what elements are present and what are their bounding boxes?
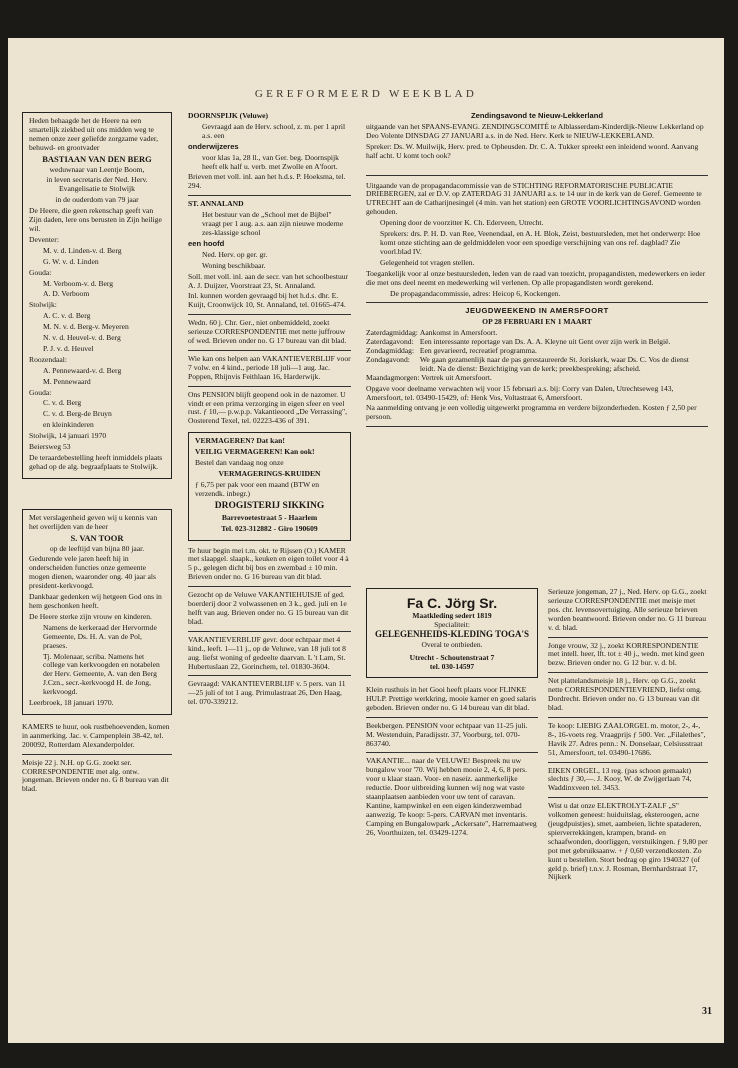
ad-title: Zendingsavond te Nieuw-Lekkerland — [470, 112, 604, 120]
ad-vakantieverblijf-gevr: VAKANTIEVERBLIJF gevr. door echtpaar met 4 kind., leeft. 1—11 j., op de Veluwe, van 18 juli tot 8 aug. liefst woning of gedeelte daarvan. L 't Lam, St. Hubertuslaan 22, Gorinchem, tel. 01830-3604. — [188, 634, 346, 671]
obituary-text: Gedurende vele jaren heeft hij in onderscheiden functies onze gemeente mogen dienen, waaronder ong. 40 jaar als president-kerkvoogd. — [29, 554, 156, 591]
ad-text: Spreker: Ds. W. Muilwijk, Herv. pred. te Opheusden. Dr. C. A. Tukker spreekt een inleidend woord. Aanvang half acht. U komt toch ook? — [366, 141, 699, 160]
ad-phone: Tel. 023-312882 - Giro 190609 — [221, 523, 318, 533]
ad-pension: Ons PENSION blijft geopend ook in de nazomer. U vindt er een prima verzorging in eigen sfeer en veel rust. ƒ 10,— p.w.p.p. Vakantieoord „De Verrassing", Oosterend Texel, tel. 02223-436 of 391. — [188, 389, 348, 426]
page-number: 31 — [702, 1006, 712, 1017]
obituary-text: De Heere, die geen rekenschap geeft van Zijn daden, lere ons berusten in Zijn heilige wil. — [29, 206, 162, 233]
obituary-signature: Namens de kerkeraad der Hervormde Gemeente, Ds. H. A. van de Pol, praeses. — [43, 622, 157, 650]
divider — [188, 195, 351, 196]
family-member: P. J. v. d. Heuvel — [43, 343, 94, 353]
obituary-text: De Heere sterke zijn vrouw en kinderen. — [29, 611, 152, 621]
ad-title: onderwijzeres — [188, 141, 239, 151]
ad-text: Inl. kunnen worden gevraagd bij het h.d.s. dhr. E. Kuijt, Croonwijck 10, St. Annaland, tel. 01665-474. — [188, 291, 346, 310]
ad-address: Utrecht - Schoutenstraat 7 — [409, 653, 495, 662]
ad-correspondentie: Meisje 22 j. N.H. op G.G. zoekt ser. CORRESPONDENTIE met alg. ontw. jongeman. Brieven onder no. G 8 bureau van dit blad. — [22, 757, 169, 794]
ad-text: Gelegenheid tot vragen stellen. — [380, 257, 475, 267]
program-activity: Een gevarieerd, recreatief programma. — [419, 346, 537, 356]
obituary-date: Leerbroek, 18 januari 1970. — [29, 698, 114, 708]
program-table — [366, 329, 708, 374]
ad-title: JEUGDWEEKEND IN AMERSFOORT — [465, 306, 609, 316]
ad-text: VEILIG VERMAGEREN! Kan ook! — [195, 447, 315, 457]
obituary-van-den-berg — [22, 112, 172, 479]
ad-text: De propagandacommissie, adres: Heicop 6, Kockengen. — [390, 288, 561, 298]
divider — [188, 386, 351, 387]
ad-rijssen: Te huur begin mei t.m. okt. te Rijssen (O.) KAMER met slaapgel. slaapk., keuken en eigen toilet voor 4 à 5 p., gelegen dicht bij bos en zwembad ± 10 min. Brieven onder no. G 16 bureau van dit blad. — [188, 545, 349, 582]
ad-text: Bestel dan vandaag nog onze — [195, 458, 284, 468]
divider — [188, 314, 351, 315]
column-middle — [188, 112, 351, 1043]
family-list — [29, 236, 165, 430]
divider — [548, 637, 708, 638]
ad-rusthuis: Klein rusthuis in het Gooi heeft plaats voor FLINKE HULP. Prettige werkkring, mooie kamer en goed salaris geboden. Brieven onder no. G 14 bureau van dit blad. — [366, 685, 537, 712]
family-member: G. W. v. d. Linden — [43, 256, 99, 266]
divider — [188, 675, 351, 676]
program-activity: Aankomst in Amersfoort. — [419, 328, 498, 338]
ad-text: Opening door de voorzitter K. Ch. Ederveen, Utrecht. — [380, 218, 544, 228]
program-time: Zaterdagavond: — [366, 337, 414, 347]
ad-text: voor klas 1a, 28 ll., van Ger. beg. Doornspijk heeft elk half u. verb. met Zwolle en A'foort. — [202, 152, 339, 171]
ad-text: Maatkleding sedert 1819 — [412, 611, 492, 620]
column-right-b — [548, 588, 708, 1028]
column-left — [22, 112, 172, 1043]
column-right-a — [366, 588, 538, 1043]
ad-veluwe: Gezocht op de Veluwe VAKANTIEHUISJE of ged. boerderij door 2 volwassenen en 3 k., ged. juli en 1e helft van aug. Brieven onder no. G 15 bureau van dit blad. — [188, 590, 349, 626]
divider — [188, 586, 351, 587]
ad-text: Sprekers: drs. P. H. D. van Ree, Veenendaal, en A. H. Blok, Zeist, bestuursleden, met het onderwerp: Hoe komt onze stichting aan de geldmiddelen voor een spoedige verschijning van ons ref. dagblad? Zie voorl.blad IV. — [380, 229, 701, 256]
newspaper-page — [8, 38, 724, 1043]
ad-annaland — [188, 200, 351, 310]
obituary-van-toor — [22, 509, 172, 715]
divider — [548, 717, 708, 718]
small-ad: Net plattelandsmeisje 18 j., Herv. op G.G., zoekt nette CORRESPONDENTIEVRIEND, liefst omg. Dordrecht. Brieven onder no. G 13 bureau van dit blad. — [548, 676, 702, 712]
family-member: M. Verboom-v. d. Berg — [43, 278, 114, 288]
program-activity: We gaan gezamenlijk naar de pas gerestaureerde St. Joriskerk, waar Ds. C. Vos de dienst leidt. Na de dienst: Bezichtiging van de kerk; preekbespreking; afscheid. — [419, 354, 689, 373]
family-member: M. v. d. Linden-v. d. Berg — [43, 245, 122, 255]
obituary-intro: Met verslagenheid geven wij u kennis van het overlijden van de heer — [29, 512, 158, 531]
ad-address: Barrevoetestraat 5 - Haarlem — [221, 512, 318, 522]
ad-text: Het bestuur van de „School met de Bijbel" vraagt per 1 aug. a.s. aan zijn nieuwe moderne zes-klassige school — [202, 210, 344, 237]
ad-text: Specialiteit: — [434, 620, 470, 629]
ad-shop-name: DROGISTERIJ SIKKING — [214, 500, 325, 511]
ad-text: Woning beschikbaar. — [202, 260, 266, 270]
ad-beekbergen: Beekbergen. PENSION voor echtpaar van 11-25 juli. M. Westenduin, Paradijsstr. 37, Voorburg, tel. 070-863740. — [366, 720, 528, 748]
program-time: Zondagmiddag: — [366, 346, 415, 356]
ad-text: Uitgaande van de propagandacommissie van de STICHTING REFORMATORISCHE PUBLICATIE DRIEBERGEN, zal er D.V. op ZATERDAG 31 JANUARI a.s. te 14 uur in de kerk van de Geref. Gemeente te UTRECHT aan de Catharijnesingel (4 min. van het station) een GROTE VOORLICHTINGSAVOND worden gehouden. — [366, 180, 702, 217]
small-ad: Jonge vrouw, 32 j., zoekt KORRESPONDENTIE met intell. heer, lft. tot ± 40 j., wedn. met kind geen bezw. Brieven onder no. G 12 bur. v. d. bl. — [548, 640, 705, 668]
ad-text: uitgaande van het SPAANS-EVANG. ZENDINGSCOMITÉ te Alblasserdam-Kinderdijk-Nieuw Lekkerland op Deo Volente DINSDAG 27 JANUARI a.s. in de Ned. Herv. Kerk te NIEUW-LEKKERLAND. — [366, 121, 704, 140]
obituary-burial: De teraardebestelling heeft inmiddels plaats gehad op de alg. begraafplaats te Stolwijk. — [29, 453, 163, 471]
divider — [366, 175, 708, 176]
ad-vakantieverblijf-gevr: Gevraagd: VAKANTIEVERBLIJF v. 5 pers. van 11—25 juli of tot 1 aug. Primulastraat 26, Den Haag, tel. 070-339212. — [188, 679, 346, 707]
program-time: Zaterdagmiddag: — [366, 328, 418, 338]
divider — [548, 672, 708, 673]
ad-wedn: Wedn. 60 j. Chr. Ger., niet onbemiddeld, zoekt serieuze CORRESPONDENTIE met nette juffrouw of wed. Brieven onder no. G 17 bureau van dit blad. — [188, 318, 347, 346]
small-ad: Te koop: LIEBIG ZAALORGEL m. motor, 2-, 4-, 8-, 16-voets reg. Vraagprijs ƒ 500. Ver. „Filalethes", Havik 27. Adres penn.: N. Donselaar, Celsiusstraat 51, Amersfoort, tel. 03490-17686. — [548, 720, 706, 757]
obituary-address: Beiersweg 53 — [29, 442, 71, 452]
ad-text: Na aanmelding ontvang je een volledig uitgewerkt programma en verdere bijzonderheden. Kosten ƒ 2,50 per persoon. — [366, 403, 697, 422]
column-right-top — [366, 112, 708, 582]
ad-text: GELEGENHEIDS-KLEDING TOGA'S — [375, 629, 529, 639]
obituary-text: Dankbaar gedenken wij hetgeen God ons in hem geschonken heeft. — [29, 592, 162, 610]
ad-text: Ned. Herv. op ger. gr. — [202, 249, 268, 259]
ad-shop-name: Fa C. Jörg Sr. — [406, 595, 498, 611]
page-header: GEREFORMEERD WEEKBLAD — [254, 88, 478, 100]
family-place: Deventer: — [29, 234, 59, 244]
family-place: Gouda: — [29, 387, 52, 397]
program-row — [366, 356, 708, 374]
ad-zendingsavond — [366, 112, 708, 161]
ad-camping: VAKANTIE... naar de VELUWE! Bespreek nu uw bungalow voor '70. Wij hebben mooie 2, 4, 6, 8 pers. voor u klaar staan. Voor- en naseiz. aanmerkelijke reductie. Door uitbreiding kunnen wij nog wat vaste staanplaatsen aanbieden voor uw tent of caravan. Kantine, kampwinkel en een eigen kinderzwembad aanwezig. Te koop: 5-pers. CARVAN met inventaris. Camping en Bungalowpark „Ackersate", Harremaatweg 26, Voorthuizen, tel. 03429-1274. — [366, 756, 537, 837]
family-member: A. Pennewaard-v. d. Berg — [43, 365, 122, 375]
small-ads — [548, 588, 708, 882]
family-member: M. N. v. d. Berg-v. Meyeren — [43, 322, 129, 332]
family-member: en kleinkinderen — [43, 420, 94, 430]
small-ad: Serieuze jongeman, 27 j., Ned. Herv. op G.G., zoekt serieuze CORRESPONDENTIE met meisje met pos. chr. levensovertuiging. Alle serieuze brieven worden beantwoord. Brieven onder no. G 11 bureau v. d. blad. — [548, 588, 707, 632]
ad-vakantieverblijf: Wie kan ons helpen aan VAKANTIEVERBLIJF voor 7 volw. en 4 kind., periode 18 juli—1 aug. Jac. Poppen, Rhijnvis Feithlaan 16, Harderwijk. — [188, 353, 351, 381]
program-time: Zondagavond: — [366, 354, 410, 364]
ad-text: Maandagmorgen: Vertrek uit Amersfoort. — [366, 372, 492, 382]
ad-doornspijk — [188, 112, 351, 191]
small-ad: EIKEN ORGEL, 13 reg. (pas schoon gemaakt) slechts ƒ 30,—. J. Kooy, W. de Zwijgerlaan 74, Waddinxveen tel. 3453. — [548, 765, 692, 793]
divider — [188, 631, 351, 632]
divider — [22, 754, 172, 755]
ad-text: Toegankelijk voor al onze bestuursleden, leden van de raad van toezicht, propagandisten, medewerkers en ieder die met ons deel neemt en medewerking wil verlenen. Op alle propagandisten wordt gerekend. — [366, 268, 706, 287]
obituary-date: Stolwijk, 14 januari 1970 — [29, 431, 107, 441]
obituary-intro: Heden behaagde het de Heere na een smartelijk ziekbed uit ons midden weg te nemen onze zeer geliefde zorgzame vader, behuwd- en grootvader — [29, 116, 158, 152]
divider — [366, 717, 538, 718]
program-activity: Een interessante reportage van Ds. A. A. Kleyne uit Gent over zijn werk in België. — [419, 337, 671, 347]
family-member: A. C. v. d. Berg — [43, 311, 91, 321]
ad-heading: ST. ANNALAND — [188, 199, 244, 209]
family-place: Roozendaal: — [29, 354, 67, 364]
ad-text: ƒ 6,75 per pak voor een maand (BTW en verzendk. inbegr.) — [195, 479, 320, 498]
divider — [366, 752, 538, 753]
obituary-age: in de ouderdom van 79 jaar — [55, 195, 139, 205]
ad-phone: tel. 030-14597 — [429, 662, 475, 671]
divider — [548, 797, 708, 798]
obituary-name: BASTIAAN VAN DEN BERG — [42, 153, 152, 164]
ad-reformatorische-publicatie — [366, 182, 708, 299]
divider — [548, 762, 708, 763]
ad-text: Soll. met voll. inl. aan de secr. van het schoolbestuur A. J. Duijzer, Voorstraat 23, St. Annaland. — [188, 271, 349, 290]
divider — [366, 426, 708, 427]
ad-kamers: KAMERS te huur, ook rustbehoevenden, komen in aanmerking. Jac. v. Campenplein 38-42, tel. 200092, Rotterdam Alexanderpolder. — [22, 721, 170, 749]
ad-text: Brieven met voll. inl. aan het h.d.s. P. Hoeksma, tel. 294. — [188, 172, 346, 191]
obituary-role: in leven secretaris der Ned. Herv. Evangelisatie te Stolwijk — [46, 175, 148, 194]
ad-jeugdweekend — [366, 307, 708, 422]
family-member: C. v. d. Berg-de Bruyn — [43, 409, 112, 419]
family-member: A. D. Verboom — [43, 289, 90, 299]
obituary-widower: weduwnaar van Leentje Boom, — [49, 164, 145, 174]
family-place: Stolwijk: — [29, 300, 57, 310]
ad-text: VERMAGEREN? Dat kan! — [195, 436, 285, 446]
divider — [366, 302, 708, 303]
ad-heading: DOORNSPIJK (Veluwe) — [188, 112, 269, 120]
obituary-age: op de leeftijd van bijna 80 jaar. — [49, 543, 145, 553]
ad-joerg — [366, 588, 538, 678]
family-member: C. v. d. Berg — [43, 398, 82, 408]
ad-title: een hoofd — [188, 238, 225, 248]
family-member: N. v. d. Heuvel-v. d. Berg — [43, 333, 121, 343]
obituary-signature: Tj. Molenaar, scriba. Namens het college van kerkvoogden en notabelen der Herv. Gemeente, A. van den Berg J.Czn., secr.-kerkvoogd H. de Jong, kerkvoogd. — [43, 651, 160, 697]
ad-text: Overal te ontbieden. — [421, 640, 483, 649]
ad-vermageren — [188, 432, 351, 540]
program-row — [366, 338, 708, 347]
ad-text: Gevraagd aan de Herv. school, z. m. per 1 april a.s. een — [202, 121, 346, 140]
family-place: Gouda: — [29, 267, 52, 277]
obituary-name: S. VAN TOOR — [70, 532, 124, 543]
divider — [188, 350, 351, 351]
ad-subtitle: OP 28 FEBRUARI EN 1 MAART — [482, 317, 592, 327]
ad-text: VERMAGERINGS-KRUIDEN — [218, 469, 321, 478]
ad-text: Opgave voor deelname verwachten wij voor 15 februari a.s. bij: Corry van Dalen, Utrechtseweg 143, Amersfoort, tel. 03490-15429, of: Henk Vos, Voltastraat 6, Amersfoort. — [366, 383, 674, 402]
small-ad: Wist u dat onze ELEKTROLYT-ZALF „S" volkomen geneest: huiduitslag, eksteroogen, acne (jeugdpuistjes), smet, aambeien, lichte spataderen, spierverrekkingen, krampen, brand- en schaafwonden, doorliggen, verstuikingen. ƒ 9,80 per pot met gebruiksaanw. + ƒ 0,60 verzendkosten. Zo kunt u bestellen. Stort bedrag op giro 1940327 (of geld p. brief) t.n.v. J. Rosman, Bernhardstraat 17, Nijkerk — [548, 801, 708, 882]
family-member: M. Pennewaard — [43, 376, 91, 386]
